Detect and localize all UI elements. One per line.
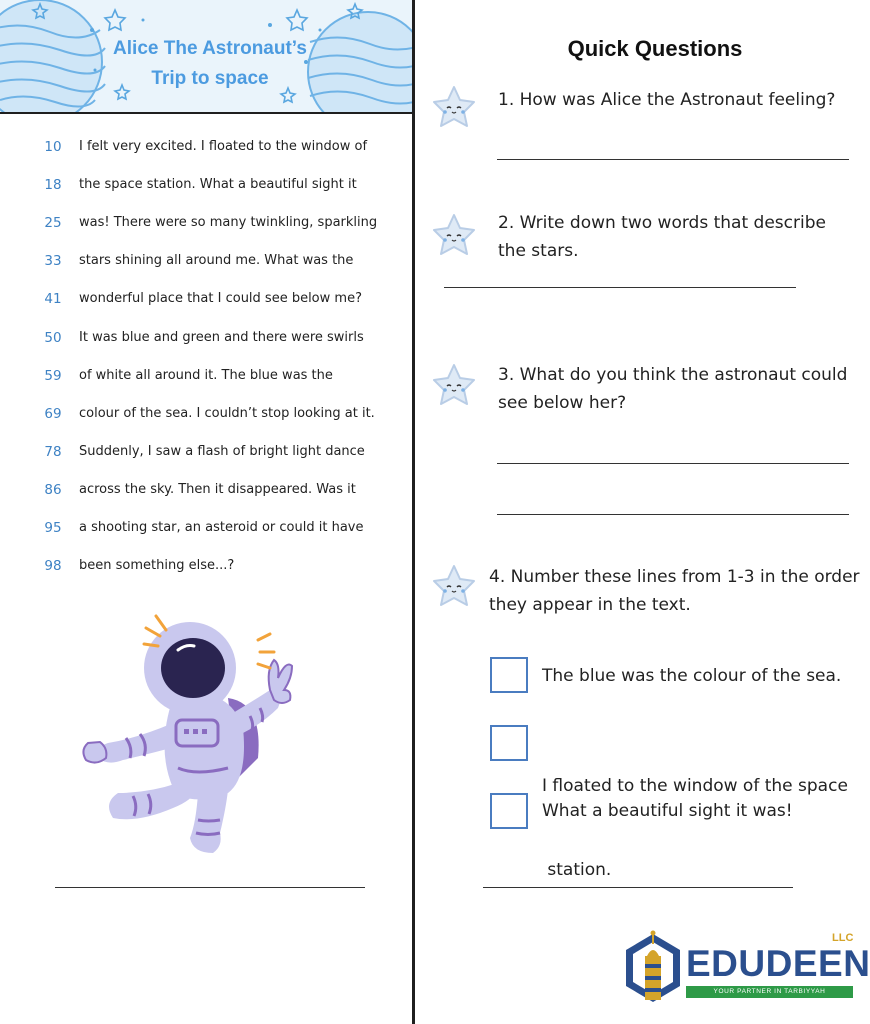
answer-line[interactable]	[497, 463, 849, 464]
question-1-text: 1. How was Alice the Astronaut feeling?	[498, 90, 836, 110]
passage-text: colour of the sea. I couldn’t stop looking at it.	[79, 406, 375, 421]
word-count-number: 18	[44, 177, 62, 193]
order-item	[542, 797, 793, 825]
word-count-number: 69	[44, 406, 62, 422]
passage-text: I felt very excited. I floated to the window of	[79, 139, 368, 154]
passage-line	[0, 139, 412, 177]
word-count-number: 78	[44, 444, 62, 460]
passage-text: stars shining all around me. What was the	[79, 253, 354, 268]
passage-line	[0, 330, 412, 368]
title-line-2: Trip to space	[151, 68, 269, 89]
passage-line	[0, 177, 412, 215]
answer-line[interactable]	[497, 159, 849, 160]
answer-line[interactable]	[55, 887, 365, 888]
order-checkbox[interactable]	[490, 657, 528, 693]
passage-text: wonderful place that I could see below me?	[79, 291, 362, 306]
star-mascot-icon	[430, 563, 478, 609]
question-4-text-line2: they appear in the text.	[489, 595, 691, 615]
passage-line	[0, 215, 412, 253]
word-count-number: 41	[44, 291, 62, 307]
star-mascot-icon	[430, 362, 478, 408]
order-checkbox[interactable]	[490, 725, 528, 761]
word-count-number: 59	[44, 368, 62, 384]
title-banner	[0, 0, 413, 112]
order-item-line1: I floated to the window of the space	[542, 776, 848, 796]
edudeen-logo	[620, 928, 870, 1012]
passage-text: of white all around it. The blue was the	[79, 368, 333, 383]
word-count-number: 86	[44, 482, 62, 498]
logo-deen: DEEN	[765, 943, 870, 984]
passage-text: was! There were so many twinkling, sparkling	[79, 215, 378, 230]
question-2-text-line2: the stars.	[498, 241, 579, 261]
logo-edu: EDU	[686, 943, 766, 984]
order-item	[542, 662, 841, 690]
passage-line	[0, 444, 412, 482]
word-count-number: 50	[44, 330, 62, 346]
word-count-number: 33	[44, 253, 62, 269]
question-4	[489, 563, 860, 619]
passage-line	[0, 520, 412, 558]
order-item-line1: The blue was the colour of the sea.	[542, 666, 842, 686]
passage-text: Suddenly, I saw a flash of bright light dance	[79, 444, 365, 459]
question-1	[498, 86, 835, 114]
passage-text: the space station. What a beautiful sight it	[79, 177, 357, 192]
astronaut-icon	[78, 608, 318, 858]
order-item-line2: station.	[542, 860, 612, 880]
passage-line	[0, 291, 412, 329]
questions-heading: Quick Questions	[567, 36, 743, 61]
question-2-text-line1: 2. Write down two words that describe	[498, 213, 826, 233]
star-mascot-icon	[430, 84, 478, 130]
passage-line	[0, 253, 412, 291]
answer-line[interactable]	[444, 287, 796, 288]
passage-line	[0, 368, 412, 406]
passage-text: across the sky. Then it disappeared. Was it	[79, 482, 356, 497]
passage-line	[0, 406, 412, 444]
order-item-line1: What a beautiful sight it was!	[542, 801, 793, 821]
logo-tagline: YOUR PARTNER IN TARBIYYAH	[686, 986, 853, 998]
star-mascot-icon	[430, 212, 478, 258]
column-divider	[412, 0, 415, 1024]
mosque-shield-icon	[620, 928, 686, 1012]
word-count-number: 95	[44, 520, 62, 536]
word-count-number: 10	[44, 139, 62, 155]
question-3-text-line1: 3. What do you think the astronaut could	[498, 365, 848, 385]
logo-wordmark	[686, 944, 870, 984]
question-2	[498, 209, 826, 265]
passage-text: It was blue and green and there were swirls	[79, 330, 364, 345]
answer-line[interactable]	[483, 887, 793, 888]
passage-line	[0, 482, 412, 520]
answer-line[interactable]	[497, 514, 849, 515]
passage-line	[0, 558, 412, 596]
question-3	[498, 361, 847, 417]
banner-divider	[0, 112, 413, 114]
word-count-number: 98	[44, 558, 62, 574]
passage-text: a shooting star, an asteroid or could it have	[79, 520, 364, 535]
order-checkbox[interactable]	[490, 793, 528, 829]
word-count-number: 25	[44, 215, 62, 231]
title-line-1: Alice The Astronaut’s	[113, 38, 307, 59]
question-4-text-line1: 4. Number these lines from 1-3 in the order	[489, 567, 860, 587]
passage-text: been something else...?	[79, 558, 235, 573]
question-3-text-line2: see below her?	[498, 393, 627, 413]
page-title	[60, 34, 360, 94]
logo-llc: LLC	[832, 932, 854, 944]
